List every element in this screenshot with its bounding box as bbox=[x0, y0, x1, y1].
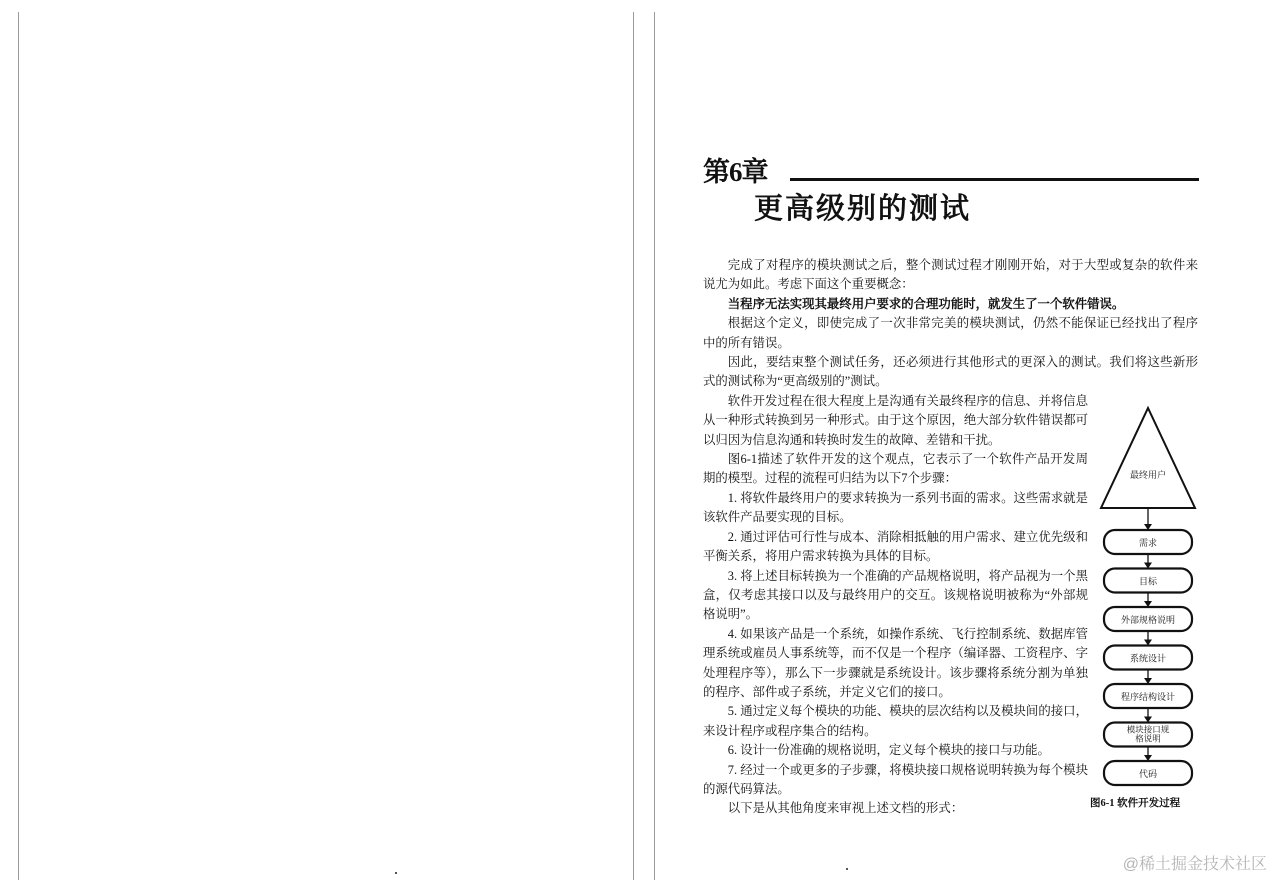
figure-6-1 bbox=[1090, 406, 1198, 816]
body-text bbox=[703, 256, 1198, 819]
flow-step-label: 程序结构设计 bbox=[1120, 691, 1176, 702]
scan-speck bbox=[395, 872, 397, 874]
step-6: 6. 设计一份准确的规格说明，定义每个模块的接口与功能。 bbox=[727, 743, 1050, 758]
key-concept: 当程序无法实现其最终用户要求的合理功能时，就发生了一个软件错误。 bbox=[727, 296, 1125, 311]
paragraph: 软件开发过程在很大程度上是沟通有关最终程序的信息、并将信息从一种形式转换到另一种形式。由于这个原因，绝大部分软件错误都可以归因为信息沟通和转换时发生的故障、差错和干扰。 bbox=[703, 393, 1088, 447]
step-2: 2. 通过评估可行性与成本、消除相抵触的用户需求、建立优先级和平衡关系，将用户需求转换为具体的目标。 bbox=[703, 529, 1088, 564]
flow-step-label: 代码 bbox=[1138, 768, 1158, 779]
flow-step-label: 外部规格说明 bbox=[1120, 614, 1176, 625]
chapter-rule bbox=[790, 178, 1199, 181]
paragraph: 以下是从其他角度来审视上述文档的形式： bbox=[727, 801, 964, 816]
flow-step-label: 系统设计 bbox=[1129, 653, 1167, 664]
right-page-edge bbox=[654, 12, 655, 880]
figure-caption: 图6-1 软件开发过程 bbox=[1090, 797, 1181, 809]
step-5: 5. 通过定义每个模块的功能、模块的层次结构以及模块间的接口，来设计程序或程序集合的结构。 bbox=[703, 704, 1088, 738]
flow-step-label: 格说明 bbox=[1135, 733, 1161, 744]
paragraph: 根据这个定义，即使完成了一次非常完美的模块测试，仍然不能保证已经找出了程序中的所有错误。 bbox=[703, 316, 1198, 350]
flow-step-label: 需求 bbox=[1138, 537, 1158, 548]
paragraph: 图6-1描述了软件开发的这个观点，它表示了一个软件产品开发周期的模型。过程的流程可归结为以下7个步骤： bbox=[703, 452, 1088, 486]
scan-speck bbox=[846, 868, 848, 870]
chapter-title: 更高级别的测试 bbox=[754, 193, 972, 225]
paragraph: 因此，要结束整个测试任务，还必须进行其他形式的更深入的测试。我们将这些新形式的测试称为“更高级别的”测试。 bbox=[703, 355, 1198, 389]
left-page-right-edge bbox=[633, 12, 634, 880]
triangle-label: 最终用户 bbox=[1129, 469, 1167, 480]
watermark: @稀土掘金技术社区 bbox=[1122, 856, 1267, 873]
step-3: 3. 将上述目标转换为一个准确的产品规格说明，将产品视为一个黑盒，仅考虑其接口以及与最终用户的交互。该规格说明被称为“外部规格说明”。 bbox=[703, 568, 1088, 622]
blank-left-page bbox=[18, 12, 630, 880]
flow-step-label: 目标 bbox=[1138, 576, 1158, 587]
flow-step-label: 模块接口规 bbox=[1126, 724, 1170, 735]
paragraph: 完成了对程序的模块测试之后，整个测试过程才刚刚开始，对于大型或复杂的软件来说尤为如此。考虑下面这个重要概念： bbox=[703, 258, 1198, 292]
chapter-label: 第6章 bbox=[703, 157, 768, 187]
step-4: 4. 如果该产品是一个系统，如操作系统、飞行控制系统、数据库管理系统或雇员人事系统等，而不仅是一个程序（编译器、工资程序、字处理程序等），那么下一步骤就是系统设计。该步骤将系统分割为单独的程序、部件或子系统，并定义它们的接口。 bbox=[703, 626, 1088, 699]
flow-diagram bbox=[1098, 406, 1198, 791]
step-7: 7. 经过一个或更多的子步骤，将模块接口规格说明转换为每个模块的源代码算法。 bbox=[703, 762, 1088, 796]
step-1: 1. 将软件最终用户的要求转换为一系列书面的需求。这些需求就是该软件产品要实现的目标。 bbox=[703, 490, 1088, 525]
end-user-triangle bbox=[1101, 408, 1195, 508]
